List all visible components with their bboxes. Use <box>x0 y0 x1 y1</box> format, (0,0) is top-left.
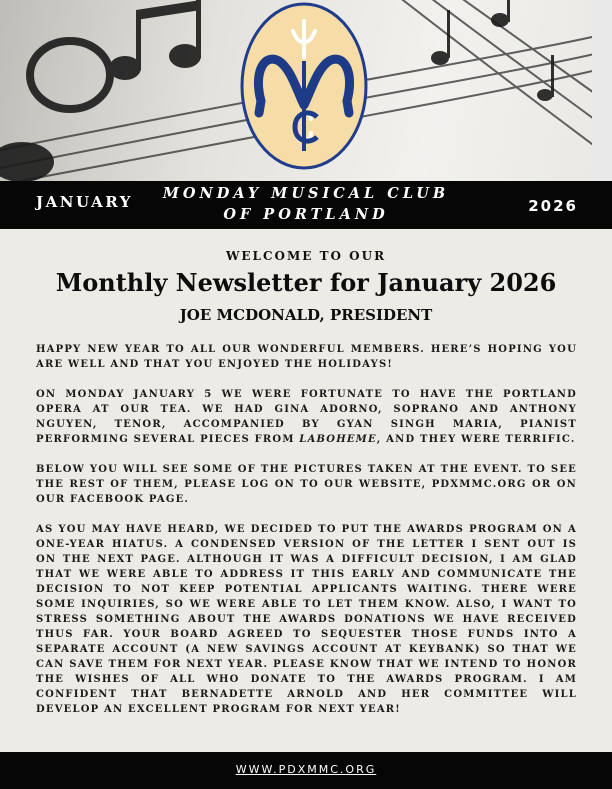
paragraph-awards: AS YOU MAY HAVE HEARD, WE DECIDED TO PUT THE AWARDS PROGRAM ON A ONE-YEAR HIATUS. A CONDENSED VERSION OF THE LETTER I SENT OUT IS ON THE NEXT PAGE. ALTHOUGH IT WAS A DIFFICULT DECISION, I AM GLAD THAT WE WERE ABLE TO ADDRESS IT THIS EARLY AND COMMUNICATE THE DECISION TO NOT KEEP POTENTIAL APPLICANTS WAITING. THERE WERE SOME INQUIRIES, SO WE WERE ABLE TO LET THEM KNOW. ALSO, I WANT TO STRESS SOMETHING ABOUT THE AWARDS DONATIONS WE HAVE RECEIVED THUS FAR. YOUR BOARD AGREED TO SEQUESTER THOSE FUNDS INTO A SEPARATE ACCOUNT (A NEW SAVINGS ACCOUNT AT KEYBANK) SO THAT WE CAN SAVE THEM FOR NEXT YEAR. PLEASE KNOW THAT WE INTEND TO HONOR THE WISHES OF ALL WHO DONATE TO THE AWARDS PROGRAM. I AM CONFIDENT THAT BERNADETTE ARNOLD AND HER COMMITTEE WILL DEVELOP AN EXCELLENT PROGRAM FOR NEXT YEAR! <box>36 524 577 715</box>
club-name-line2: OF PORTLAND <box>223 206 389 223</box>
opera-title: LABOHEME <box>299 434 377 445</box>
issue-year: 2026 <box>528 197 578 215</box>
paragraph-pictures: BELOW YOU WILL SEE SOME OF THE PICTURES TAKEN AT THE EVENT. TO SEE THE REST OF THEM, PLEASE LOG ON TO OUR WEBSITE, PDXMMC.ORG OR ON OUR FACEBOOK PAGE. <box>36 464 577 505</box>
paragraph-greeting: HAPPY NEW YEAR TO ALL OUR WONDERFUL MEMBERS. HERE’S HOPING YOU ARE WELL AND THAT YOU ENJOYED THE HOLIDAYS! <box>36 344 577 370</box>
footer-band <box>0 752 612 789</box>
website-link[interactable]: WWW.PDXMMC.ORG <box>235 763 377 776</box>
mmc-monogram-icon <box>239 1 369 171</box>
paragraph-text: ON MONDAY JANUARY 5 WE WERE FORTUNATE TO HAVE THE PORTLAND OPERA AT OUR TEA. WE HAD GINA ADORNO, SOPRANO AND ANTHONY NGUYEN, TENOR, ACCOMPANIED BY GYAN SINGH MARIA, PIANIST PERFORMING SEVERAL PIECES FROM <box>36 389 577 445</box>
issue-month: JANUARY <box>36 193 133 211</box>
paragraph-opera-tea <box>36 387 577 447</box>
newsletter-title: Monthly Newsletter for January 2026 <box>55 268 557 297</box>
author-byline: JOE MCDONALD, PRESIDENT <box>179 306 433 324</box>
letter-body <box>36 342 577 732</box>
header-banner-image <box>0 0 612 181</box>
club-name-line1: MONDAY MUSICAL CLUB <box>162 185 450 202</box>
paragraph-text: , AND THEY WERE TERRIFIC. <box>376 434 576 445</box>
page-edge <box>592 0 612 181</box>
title-band <box>0 181 612 229</box>
welcome-heading: WELCOME TO OUR <box>225 249 387 263</box>
